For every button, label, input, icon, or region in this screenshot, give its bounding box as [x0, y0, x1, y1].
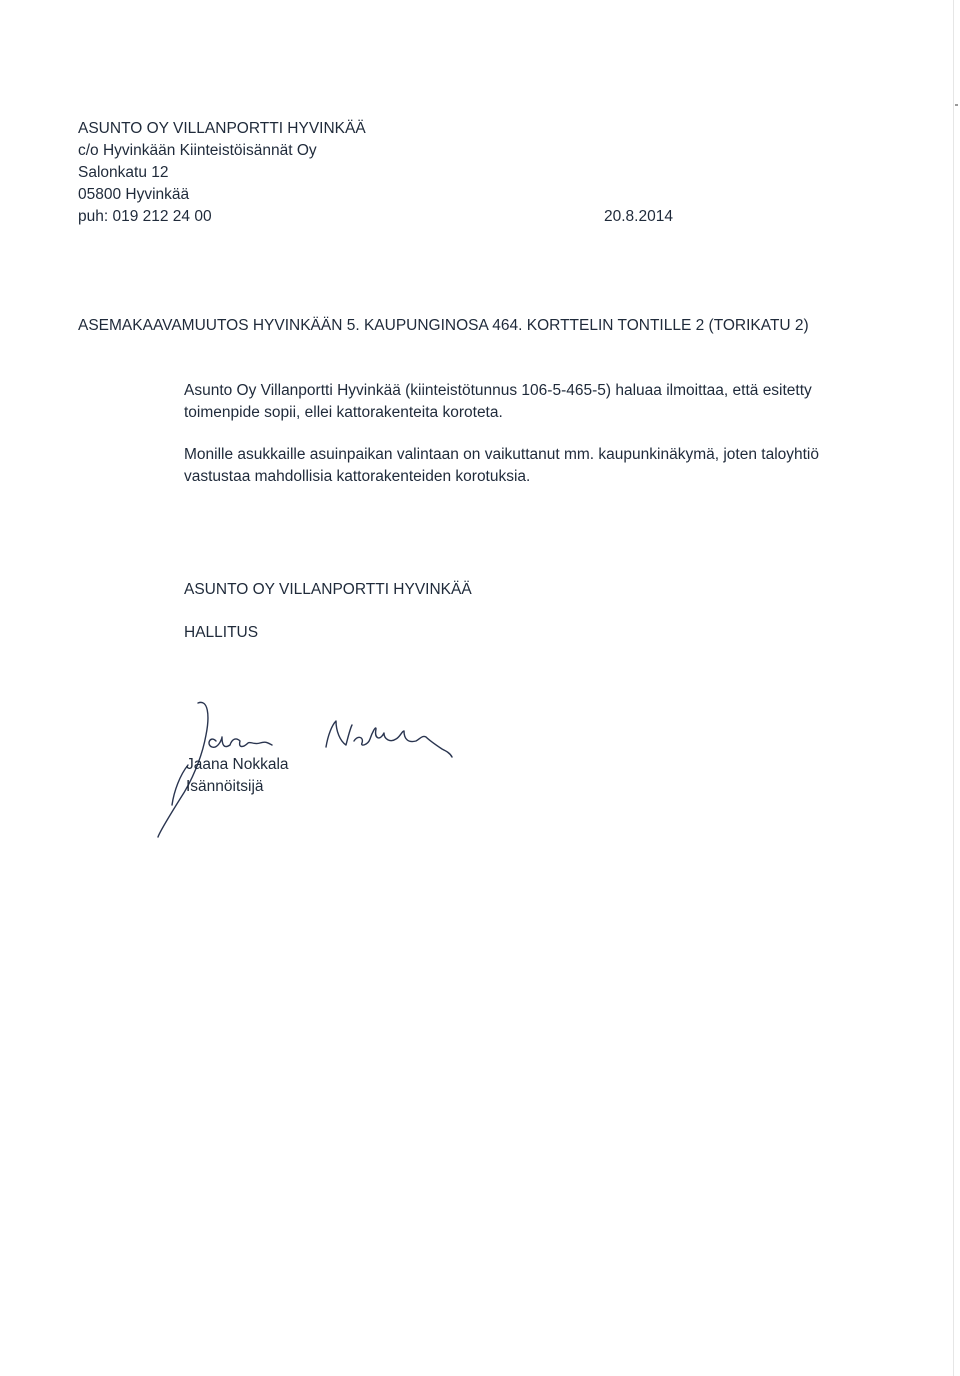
signer-name: Jaana Nokkala: [186, 756, 289, 773]
letter-body: [184, 380, 884, 508]
closing-organization: ASUNTO OY VILLANPORTTI HYVINKÄÄ: [184, 581, 472, 598]
letter-subject: ASEMAKAAVAMUUTOS HYVINKÄÄN 5. KAUPUNGINOSA 464. KORTTELIN TONTILLE 2 (TORIKATU 2): [78, 317, 809, 334]
closing-board: HALLITUS: [184, 624, 259, 641]
sender-care-of: c/o Hyvinkään Kiinteistöisännät Oy: [78, 142, 317, 159]
body-paragraph: Asunto Oy Villanportti Hyvinkää (kiinteistötunnus 106-5-465-5) haluaa ilmoittaa, että esitetty toimenpide sopii, ellei kattorakenteita koroteta.: [184, 382, 812, 421]
signer-title: Isännöitsijä: [186, 778, 264, 795]
body-paragraph: Monille asukkaille asuinpaikan valintaan on vaikuttanut mm. kaupunkinäkymä, joten taloyhtiö vastustaa mahdollisia kattorakenteiden korotuksia.: [184, 446, 820, 485]
scan-mark: [955, 104, 958, 106]
sender-postal: 05800 Hyvinkää: [78, 186, 190, 203]
letter-date: 20.8.2014: [604, 208, 673, 225]
sender-company: ASUNTO OY VILLANPORTTI HYVINKÄÄ: [78, 120, 366, 137]
sender-address-block: [78, 118, 366, 228]
signer-block: [186, 754, 289, 798]
scan-edge: [953, 0, 954, 1376]
sender-phone: puh: 019 212 24 00: [78, 208, 212, 225]
sender-street: Salonkatu 12: [78, 164, 169, 181]
